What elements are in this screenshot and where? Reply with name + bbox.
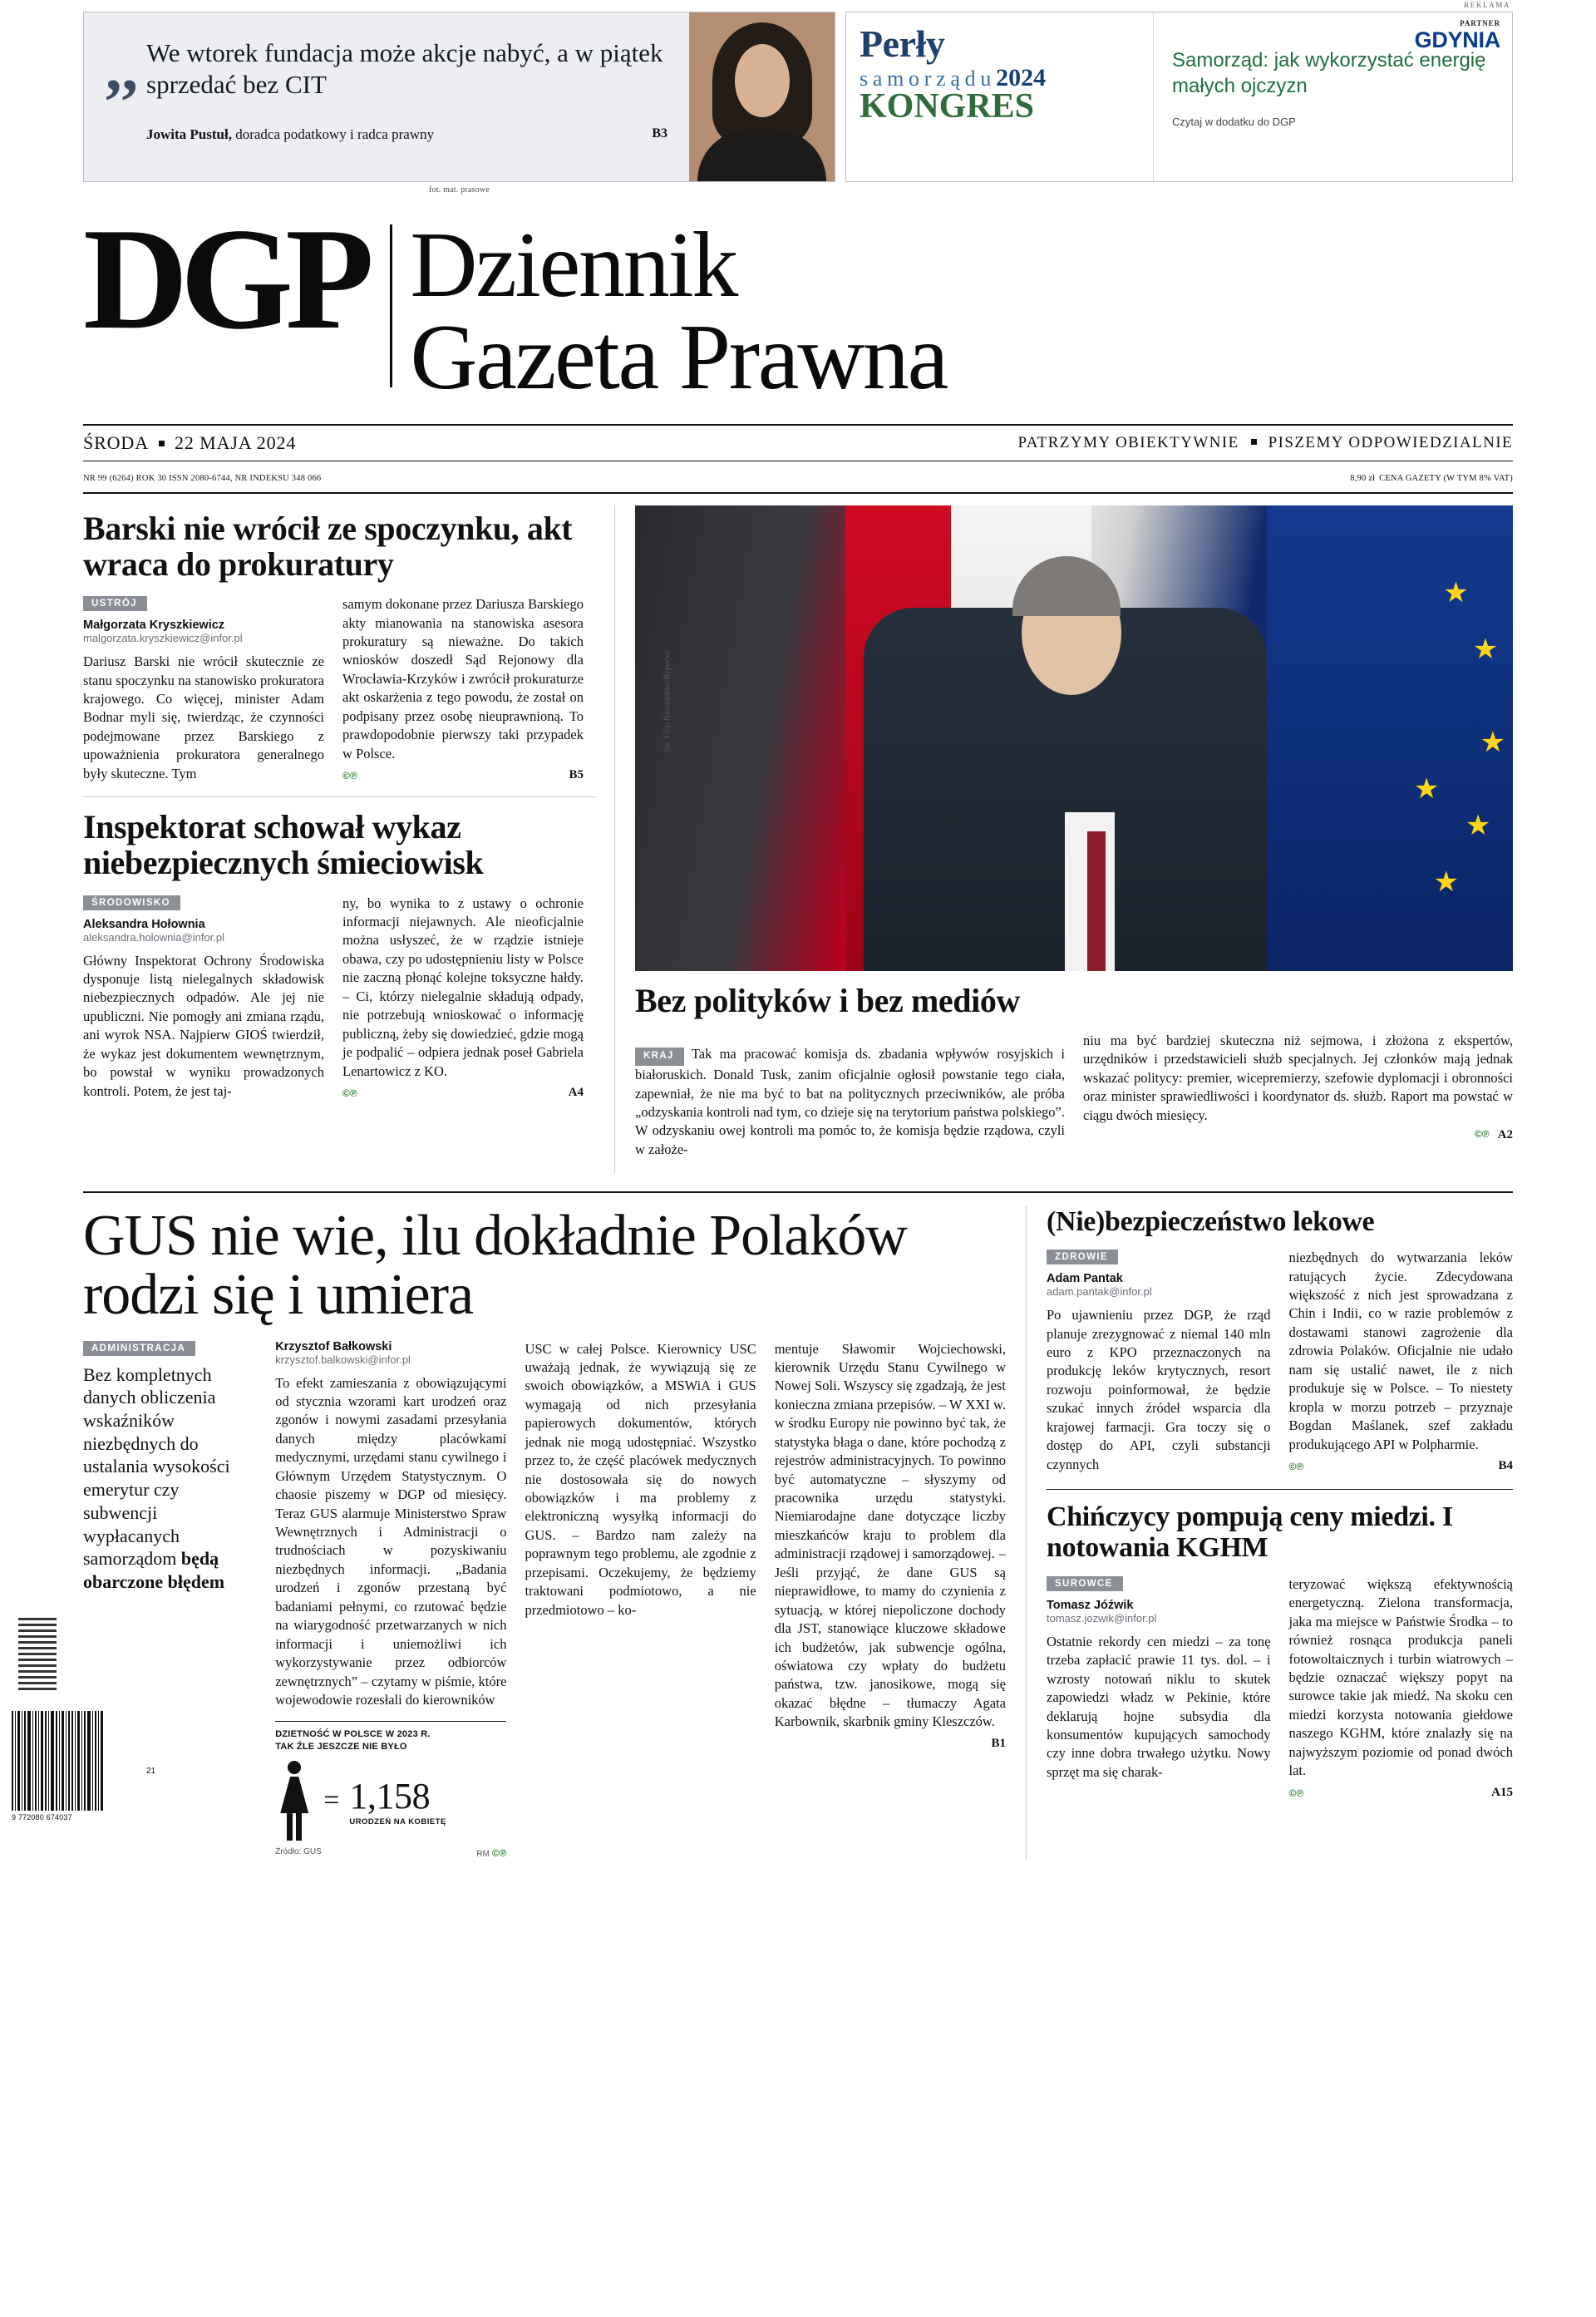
barcode-side-number: 21 <box>146 1767 156 1776</box>
article-barski-tag: USTRÓJ <box>83 596 147 611</box>
barcode-number: 9 772080 674037 <box>12 1813 72 1822</box>
issue-date <box>83 432 296 454</box>
article-leki-tag: ZDROWIE <box>1047 1250 1118 1264</box>
masthead-title-line1: Dziennik <box>410 214 737 317</box>
ad-brand-year: 2024 <box>996 63 1047 91</box>
infobox-value: 1,158 <box>349 1776 431 1817</box>
article-inspektorat-col1: Główny Inspektorat Ochrony Środowiska dysponuje listą nielegalnych składowisk niebezpiecznych odpadów. Ale jej nie upubliczni. Nie pomogły ani zmiana rządu, ani wyrok NSA. Najpierw GIOŚ twierdził, że wykaz jest dokumentem wewnętrznym, bo powstał w wyniku prowadzonych kontroli. Potem, że jest taj- <box>83 952 324 1099</box>
lead-photo-credit: fot. Filip Naumienko/Reporter <box>663 650 672 752</box>
article-barski-headline: Barski nie wrócił ze spoczynku, akt wraca do prokuratury <box>83 509 573 583</box>
article-komisja-col1: Tak ma pracować komisja ds. zbadania wpływów rosyjskich i białoruskich. Donald Tusk, zanim oficjalnie ogłosił powstanie tego ciała, zapewniał, że nie ma być to bat na politycznych przeciwników, ale próba „odzyskania kontroli nad tym, co dzieje się na terytorium państwa polskiego”. W odzyskaniu owej kontroli ma pomóc to, że komisja będzie rządowa, czyli w założe- <box>635 1046 1066 1157</box>
masthead <box>0 195 1596 409</box>
endmark-icon: ©℗ <box>491 1847 507 1859</box>
article-gus-lead-bold: będą obarczone błędem <box>83 1548 225 1592</box>
article-gus-col3: USC w całej Polsce. Kierownicy USC uważają jednak, że wywiązują się ze swoich obowiązków, a MSWiA i GUS wymagają od nich przesyłania papierowych dokumentów, których jednak nie mogą udostępniać. Wszystko przez to, że część placówek medycznych nie dostosowała się do nowych obowiązków i ma problemy z elektroniczną wysyłką informacji do GUS. – Bardzo nam zależy na poprawnym tego problemu, ale zgodnie z przepisami. Oczekujemy, że będziemy traktowani podmiotowo, a nie przedmiotowo – ko- <box>525 1340 756 1618</box>
article-leki-page: B4 <box>1498 1458 1513 1472</box>
issue-price <box>1350 467 1513 486</box>
endmark-icon: ©℗ <box>1288 1460 1304 1472</box>
article-miedz[interactable] <box>1047 1501 1513 1801</box>
article-miedz-col1: Ostatnie rekordy cen miedzi – za tonę trzeba zapłacić prawie 11 tys. dol. – i wzrosty notowań niklu to skutek zapowiedzi władz w Pekinie, które deklarują hojne subsydia dla konsumentów kupujących samochody czy inne dobra trwałego użytku. Nowy sprzęt ma się charak- <box>1047 1633 1271 1780</box>
article-komisja-body <box>635 1032 1513 1173</box>
motto-2: PISZEMY ODPOWIEDZIALNIE <box>1268 433 1513 451</box>
article-inspektorat[interactable] <box>83 809 596 1101</box>
article-inspektorat-headline: Inspektorat schował wykaz niebezpiecznych śmieciowisk <box>83 808 484 882</box>
article-miedz-tag: SUROWCE <box>1047 1576 1123 1591</box>
ad-brand-line1: Perły <box>860 22 945 65</box>
article-leki[interactable] <box>1047 1206 1513 1474</box>
ad-partner <box>1415 19 1500 53</box>
motto-1: PATRZYMY OBIEKTYWNIE <box>1017 433 1239 451</box>
main-content <box>0 505 1596 1859</box>
infobox-title-1: DZIETNOŚĆ W POLSCE W 2023 R. <box>275 1729 431 1740</box>
article-barski-page: B5 <box>569 768 584 782</box>
masthead-motto <box>1017 434 1513 452</box>
quote-text: We wtorek fundacja może akcje nabyć, a w piątek sprzedać bez CIT <box>146 38 663 100</box>
quote-mark-icon: ,, <box>106 32 138 104</box>
endmark-icon: ©℗ <box>342 1087 357 1099</box>
left-column <box>83 505 615 1173</box>
article-barski-col2: samym dokonane przez Dariusza Barskiego akty mianowania na stanowiska asesora prokuratury są nieważne. Do takich wniosków doszedł Sąd Rejonowy dla Wrocławia-Krzyków i zwrócił prokuraturze akt oskarżenia z tego powodu, że został on podpisany przez osobę nieuprawnioną. To prawdopodobnie pierwszy taki przypadek w Polsce. <box>342 596 584 762</box>
photo-credit: fot. mat. prasowe <box>429 185 490 195</box>
reklama-label: REKLAMA <box>1464 1 1510 9</box>
article-gus-lead: Bez kompletnych danych obliczenia wskaźników niezbędnych do ustalania wysokości emerytur czy subwencji wypłacanych samorządom <box>83 1363 230 1570</box>
quote-page-ref: B3 <box>652 126 667 140</box>
barcode-bars <box>12 1711 136 1811</box>
price-note: CENA GAZETY (W TYM 8% VAT) <box>1379 473 1513 483</box>
ad-brand-line2: samorządu <box>860 66 997 91</box>
right-column <box>615 505 1513 1173</box>
article-inspektorat-author: Aleksandra Hołownia <box>83 917 205 931</box>
article-gus[interactable] <box>83 1203 1027 1859</box>
issue-date-value: 22 MAJA 2024 <box>174 431 297 453</box>
ad-cta[interactable]: Czytaj w dodatku do DGP <box>1172 116 1296 129</box>
woman-pictogram-icon <box>275 1761 313 1841</box>
article-miedz-email: tomasz.jozwik@infor.pl <box>1047 1611 1157 1624</box>
endmark-icon: ©℗ <box>1474 1128 1490 1141</box>
article-gus-col4: mentuje Sławomir Wojciechowski, kierownik Urzędu Stanu Cywilnego w Nowej Soli. Wszyscy się zgadzają, że jest konieczna zmiana przepisów. – W XXI w. w środku Europy nie powinno być tak, że statystyka błaga o dane, które pochodzą z rejestrów administracyjnych. To powinno być automatyczne – słyszymy od pracownika urzędu statystyki. Niemiarodajne dane dotyczące liczby mieszkańców kraju to problem dla administracji rządowej i samorządowej. – Jeśli przyjąć, że dane GUS są nieprawidłowe, to mamy do czynienia z sytuacją, w której niepoliczone dochody dla JST, stanowiące kluczowe składowe ich budżetów, jak subwencje ogólna, oświatowa czy wpłaty do budżetu państwa, tzw. janosikowe, mogą się okazać błędne – tłumaczy Agata Karbownik, skarbnik gminy Kleszczów. <box>774 1340 1006 1730</box>
article-gus-col2: To efekt zamieszania z obowiązującymi od stycznia wzorami kart urodzeń oraz zgonów i nowymi zasadami przesyłania danych między placówkami medycznymi, urzędami stanu cywilnego i Głównym Urzędem Statystycznym. O chaosie piszemy w DGP od miesięcy. Teraz GUS alarmuje Ministerstwo Spraw Wewnętrznych i Administracji o trudnościach w pozyskiwaniu niezbędnych informacji. „Badania urodzeń i zgonów przestaną być badaniami pełnymi, co rzutować będzie na wiarygodność przetwarzanych w nich informacji i uniemożliwi ich wykorzystywanie przez odbiorców zewnętrznych” – czytamy w piśmie, które wojewodowie rozesłali do kierowników <box>275 1374 507 1708</box>
masthead-title-line2: Gazeta Prawna <box>410 305 948 409</box>
article-miedz-page: A15 <box>1491 1785 1513 1799</box>
infobox-title-2: TAK ŹLE JESZCZE NIE BYŁO <box>275 1741 407 1752</box>
article-komisja-tag: KRAJ <box>635 1048 684 1066</box>
article-barski-col1: Dariusz Barski nie wrócił skutecznie ze stanu spoczynku na stanowisko prokuratora krajowego. Co więcej, minister Adam Bodnar myli się, twierdząc, że czynności podejmowane przez Barskiego z upoważnienia prokuratora generalnego były skuteczne. Tym <box>83 653 324 781</box>
article-gus-page: B1 <box>991 1736 1006 1750</box>
article-leki-col1: Po ujawnieniu przez DGP, że rząd planuje zrezygnować z niemal 140 mln euro z KPO przeznaczonych na produkcję leków krytycznych, resort rozwoju poinformował, że będzie szukać innych źródeł wsparcia dla krajowej farmacji. Gra toczy się o dostęp do API, czyli substancji czynnych <box>1047 1307 1271 1472</box>
article-miedz-author: Tomasz Jóźwik <box>1047 1598 1134 1612</box>
article-barski[interactable] <box>83 510 596 783</box>
article-miedz-col2: teryzować większą efektywnością energetyczną. Zielona transformacja, jaka ma miejsce w Państwie Środka – to również rosnąca produkcja paneli fotowoltaicznych i turbin wiatrowych – będzie oznaczać większy popyt na surowce takie jak miedź. Na skoku cen miedzi korzysta notowania giełdowe naszego KGHM, które znalazły się na najwyższym poziomie od ponad dwóch lat. <box>1288 1575 1513 1779</box>
article-komisja-col2: niu ma być bardziej skuteczna niż sejmowa, i złożona z ekspertów, urzędników i przedstawicieli służb specjalnych. Jej członków mają jednak wskazać politycy: premier, wicepremierzy, szefowie dyplomacji i obronności oraz minister sprawiedliwości i koordynator ds. służb. Raport ma powstać w ciągu dwóch miesięcy. <box>1083 1032 1513 1123</box>
ad-slogan: Samorząd: jak wykorzystać energię małych ojczyzn <box>1172 49 1486 98</box>
masthead-divider <box>390 224 392 387</box>
masthead-band <box>83 424 1513 461</box>
issue-meta: NR 99 (6264) ROK 30 ISSN 2080-6744, NR INDEKSU 348 066 <box>83 473 322 483</box>
edge-marker <box>18 1618 57 1693</box>
article-gus-tag: ADMINISTRACJA <box>83 1341 195 1356</box>
content-row-1 <box>83 505 1513 1173</box>
lead-photo: ★ ★ ★ ★ ★ ★ fot. Filip Naumienko/Reporter <box>635 505 1513 971</box>
article-gus-email: krzysztof.balkowski@infor.pl <box>275 1353 411 1366</box>
issue-line <box>83 467 1513 494</box>
issue-weekday: ŚRODA <box>83 431 149 453</box>
infobox-unit: URODZEŃ NA KOBIETĘ <box>349 1817 446 1826</box>
article-inspektorat-col2: ny, bo wynika to z ustawy o ochronie informacji niejawnych. Ale nieoficjalnie można usłyszeć, że w rządzie istnieje obawa, czy po udostępnieniu listy w Polsce nie zaczną płonąć kolejne toksyczne hałdy. – Ci, którzy nielegalnie składują odpady, nie potrzebują wnioskować o informację publiczną, żeby się dowiedzieć, gdzie mogą je podpalić – odpiera jednak poseł Gabriela Lenartowicz z KO. <box>342 895 584 1079</box>
ad-brand-block <box>846 12 1154 181</box>
ad-brand-line3: KONGRES <box>860 86 1035 126</box>
logo-dgp[interactable]: DGP <box>83 198 367 359</box>
endmark-icon: ©℗ <box>342 770 357 782</box>
ad-partner-name: GDYNIA <box>1414 27 1500 52</box>
advertisement-banner[interactable] <box>845 1 1513 182</box>
article-leki-headline: (Nie)bezpieczeństwo lekowe <box>1047 1205 1375 1237</box>
quote-author <box>146 126 682 143</box>
article-barski-author: Małgorzata Kryszkiewicz <box>83 619 225 633</box>
quote-author-role: doradca podatkowy i radca prawny <box>235 126 435 142</box>
masthead-title <box>410 214 948 409</box>
article-leki-email: adam.pantak@infor.pl <box>1047 1285 1152 1299</box>
article-gus-author: Krzysztof Bałkowski <box>275 1339 392 1353</box>
article-komisja-page: A2 <box>1497 1128 1513 1142</box>
right-rail <box>1027 1206 1513 1859</box>
price-value: 8,90 zł <box>1350 473 1376 483</box>
barcode <box>12 1711 136 1852</box>
article-komisja-headline: Bez polityków i bez mediów <box>635 981 1020 1019</box>
dzietnosc-infobox <box>275 1721 506 1859</box>
article-inspektorat-tag: ŚRODOWISKO <box>83 895 180 910</box>
quote-box <box>83 12 835 182</box>
quote-author-photo <box>689 12 835 181</box>
article-gus-headline: GUS nie wie, ilu dokładnie Polaków rodzi się i umiera <box>83 1203 907 1328</box>
article-inspektorat-email: aleksandra.holownia@infor.pl <box>83 930 225 944</box>
top-strip <box>0 0 1596 195</box>
article-barski-email: malgorzata.kryszkiewicz@infor.pl <box>83 632 243 645</box>
endmark-icon: ©℗ <box>1288 1787 1304 1799</box>
quote-block <box>83 12 835 195</box>
article-miedz-headline: Chińczycy pompują ceny miedzi. I notowania KGHM <box>1047 1501 1453 1564</box>
infobox-source: Źródło: GUS <box>275 1847 322 1856</box>
infobox-mark: RM <box>476 1850 490 1859</box>
quote-author-name: Jowita Pustuł, <box>146 126 232 142</box>
infobox-equals: = <box>323 1785 340 1816</box>
article-inspektorat-page: A4 <box>568 1085 584 1099</box>
article-leki-author: Adam Pantak <box>1047 1272 1123 1286</box>
article-leki-col2: niezbędnych do wytwarzania leków ratujących życie. Zdecydowana większość z nich jest sprowadzana z Chin i Indii, co w razie problemów z dostawami stanowi zagrożenie dla zdrowia Polaków. Oficjalnie nie udało nam się ustalić nawet, ile z nich produkuje się w Polsce. – To niestety kropla w morzu potrzeb – przyznaje Bogdan Maślanek, szef zakładu produkującego API w Polpharmie. <box>1288 1250 1513 1452</box>
ad-partner-label: PARTNER <box>1460 19 1500 27</box>
content-row-2 <box>83 1191 1513 1859</box>
